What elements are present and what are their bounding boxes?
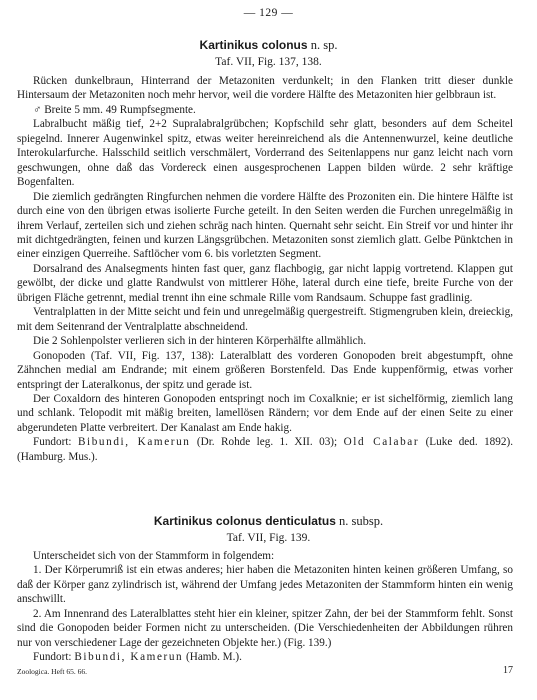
page-footer — [17, 667, 513, 676]
paragraph: Die 2 Sohlenpolster verlieren sich in der hinteren Körperhälfte allmählich. — [33, 335, 367, 348]
paragraph: Rücken dunkelbraun, Hinterrand der Metazoniten verdunkelt; in den Flanken tritt dieser dunkle Hintersaum der Metazoniten noch mehr hervor, weil die vordere Hälfte des Metazoniten hier gelbbraun ist. — [17, 75, 513, 102]
fundort-text: (Luke ded. 1892). (Hamburg. Mus.). — [17, 436, 513, 463]
page-number: — 129 — — [243, 7, 294, 19]
paragraph: Unterscheidet sich von der Stammform in folgendem: — [33, 550, 275, 562]
paragraph: Der Coxaldorn des hinteren Gonopoden entspringt noch im Coxalknie; er ist sichelförmig, ziemlich lang und schlank. Telopodit mit mäßig breiten, lamellösen Rändern; vor dem Ende auf der einen Seite zu einer abgerundeten Platte verbreitert. Der Kanalast am Ende hakig. — [17, 392, 513, 434]
paragraph: Dorsalrand des Analsegments hinten fast quer, ganz flachbogig, gar nicht lappig vortretend. Klappen gut gewölbt, der dicke und glatte Randwulst von mittlerer Höhe, lateral durch eine tiefe, breite Furche von der übrigen Fläche getrennt, medial trennt ihn eine schmale Rille vom Randsaum. Schuppe fast gradlinig. — [17, 262, 513, 304]
fundort-label: Fundort: — [33, 436, 78, 449]
footer-signature: 17 — [503, 665, 513, 676]
section2-title-name: Kartinikus colonus denticulatus — [153, 514, 336, 528]
fundort-label: Fundort: — [33, 651, 75, 664]
paragraph: Ventralplatten in der Mitte seicht und fein und unregelmäßig quergestreift. Stigmengruben klein, dreieckig, mit dem Seitenrand der Ventralplatte abschneidend. — [17, 306, 513, 333]
paragraph: Labralbucht mäßig tief, 2+2 Supralabralgrübchen; Kopfschild sehr glatt, besonders auf dem Scheitel spiegelnd. Innerer Augenwinkel spitz, etwas weiter hereinreichend als die Antennenwurzel, keine deutliche Interokularfurche. Halsschild seitlich verschmälert, Vorderrand des Seitenlappens nur ganz leicht nach vorn geschwungen, ohne daß das Vordereck einen ausgesprochenen Lappen bilden würde. 2 sehr kräftige Bogenfalten. — [17, 118, 513, 189]
fundort-place: Bibundi, Kamerun — [74, 651, 184, 664]
fundort-place: Bibundi, Kamerun — [77, 436, 191, 449]
fundort-line — [17, 650, 513, 664]
paragraph: Gonopoden (Taf. VII, Fig. 137, 138): Lateralblatt des vorderen Gonopoden breit abgestumpft, ohne Zähnchen medial am Endrande; mit einem größeren Borstenfeld. Das Ende kuppenförmig, etwas vorher entspringt der Lateralkonus, der spitz und gerade ist. — [17, 349, 513, 391]
fundort-text: (Hamb. M.). — [183, 651, 242, 664]
section1-figure-ref: Taf. VII, Fig. 137, 138. — [215, 56, 322, 68]
section1-title-suffix: n. sp. — [307, 38, 338, 52]
section1-body — [17, 74, 513, 464]
fundort-line — [17, 435, 513, 464]
fundort-place: Old Calabar — [343, 436, 420, 449]
paragraph: 1. Der Körperumriß ist ein etwas anderes; hier haben die Metazoniten hinten keinen größeren Umfang, so daß der Körper ganz zylindrisch ist, während der Umfang jedes Metazoniten der Stammform hinten ein wenig anschwillt. — [17, 564, 513, 606]
fundort-text: (Dr. Rohde leg. 1. XII. 03); — [190, 436, 344, 449]
footer-journal: Zoologica. Heft 65. 66. — [17, 667, 87, 676]
section1-title — [0, 38, 537, 53]
section2-title-suffix: n. subsp. — [335, 514, 384, 528]
paragraph: 2. Am Innenrand des Lateralblattes steht hier ein kleiner, spitzer Zahn, der bei der Stammform fehlt. Sonst sind die Gonopoden beider Formen nicht zu unterscheiden. (Die Verschiedenheiten der Abbildungen rühren nur von verschiedener Lage der gezeichneten Objekte her.) (Fig. 139.) — [17, 607, 513, 649]
section2-body — [17, 549, 513, 665]
paragraph: ♂ Breite 5 mm. 49 Rumpfsegmente. — [33, 103, 196, 116]
section2-figure-ref: Taf. VII, Fig. 139. — [226, 532, 311, 544]
paragraph: Die ziemlich gedrängten Ringfurchen nehmen die vordere Hälfte des Prozoniten ein. Die hintere Hälfte ist durch eine von den übrigen etwas isolierte Furche geteilt. In den Seiten werden die Furchen unregelmäßig in ihrem Verlauf, zerteilen sich und ziehen schräg nach hinten. Quernaht sehr seicht. Ein Streif vor und hinter ihr mit dichtgedrängten, feinen und kurzen Längsgrübchen. Metazoniten sonst ziemlich glatt. Gelbe Pünktchen in einer einzigen Querreihe. Saftlöcher vom 6. bis vorletzten Segment. — [17, 190, 513, 261]
section1-title-name: Kartinikus colonus — [199, 38, 308, 52]
section2-title — [0, 514, 537, 529]
